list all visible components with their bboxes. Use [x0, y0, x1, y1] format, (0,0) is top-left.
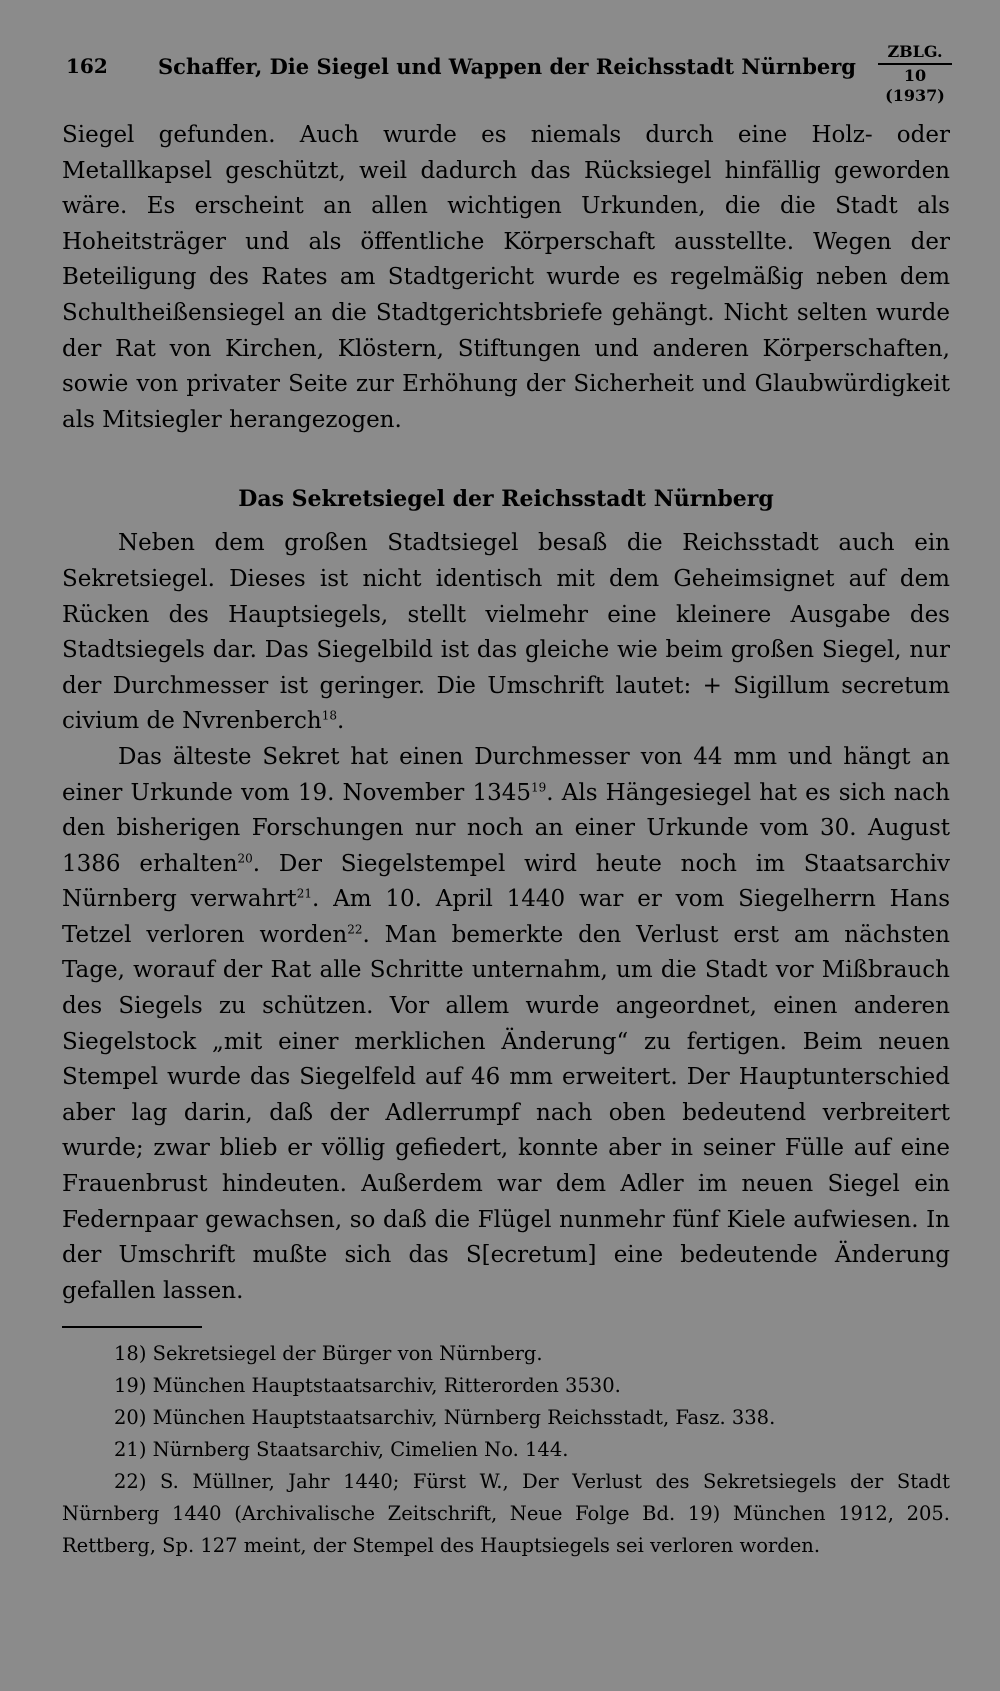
journal-abbreviation: ZBLG. — [878, 42, 952, 65]
paragraph-text: . Man bemerkte den Verlust erst am nächsten Tage, worauf der Rat alle Schritte unternahm, um die Stadt vor Mißbrauch des Siegels zu schützen. Vor allem wurde angeordnet, einen anderen Siegelstock „mit einer merklichen Änderung“ zu fertigen. Beim neuen Stempel wurde das Siegelfeld auf 46 mm erweitert. Der Hauptunterschied aber lag darin, daß der Adlerrumpf nach oben bedeutend verbreitert wurde; zwar blieb er völlig gefiedert, konnte aber in seiner Fülle auf eine Frauenbrust hindeuten. Außerdem war dem Adler im neuen Siegel ein Federnpaar gewachsen, so daß die Flügel nunmehr fünf Kiele aufwiesen. In der Umschrift mußte sich das S[ecretum] eine bedeutende Änderung gefallen lassen. — [62, 921, 950, 1304]
paragraph — [62, 740, 950, 1310]
footnote-ref: 19 — [530, 779, 547, 794]
footnote-number: 20) — [114, 1406, 147, 1429]
footnote-text: München Hauptstaatsarchiv, Nürnberg Reichsstadt, Fasz. 338. — [152, 1406, 776, 1429]
footnote-number: 19) — [114, 1374, 147, 1397]
footnote-number: 18) — [114, 1342, 147, 1365]
footnote-separator — [62, 1326, 202, 1328]
footnote — [62, 1370, 950, 1402]
page-header — [62, 42, 952, 105]
footnote-text: S. Müllner, Jahr 1440; Fürst W., Der Verlust des Sekretsiegels der Stadt Nürnberg 1440 (Archivalische Zeitschrift, Neue Folge Bd. 19) München 1912, 205. Rettberg, Sp. 127 meint, der Stempel des Hauptsiegels sei verloren worden. — [62, 1470, 950, 1557]
footnote-number: 21) — [114, 1438, 147, 1461]
main-text — [62, 118, 950, 1309]
footnote-ref: 20 — [237, 851, 253, 866]
section-heading: Das Sekretsiegel der Reichsstadt Nürnberg — [238, 486, 774, 513]
running-title: Schaffer, Die Siegel und Wappen der Reichsstadt Nürnberg — [158, 54, 856, 79]
footnote-number: 22) — [114, 1470, 147, 1493]
footnote-text: Sekretsiegel der Bürger von Nürnberg. — [152, 1342, 543, 1365]
paragraph-text: Neben dem großen Stadtsiegel besaß die Reichsstadt auch ein Sekretsiegel. Dieses ist nicht identisch mit dem Geheimsignet auf dem Rücken des Hauptsiegels, stellt vielmehr eine kleinere Ausgabe des Stadtsiegels dar. Das Siegelbild ist das gleiche wie beim großen Siegel, nur der Durchmesser ist geringer. Die Umschrift lautet: + Sigillum secretum civium de Nvrenberch — [62, 530, 950, 735]
footnote-ref: 18 — [321, 708, 338, 723]
paragraph-text: . Am 10. April 1440 war er vom Siegelherrn Hans Tetzel verloren worden — [62, 886, 950, 948]
page-number: 162 — [66, 54, 108, 78]
footnote — [62, 1434, 950, 1466]
footnote-ref: 21 — [296, 886, 312, 901]
footnote-text: München Hauptstaatsarchiv, Ritterorden 3530. — [152, 1374, 621, 1397]
footnote — [62, 1466, 950, 1562]
paragraph — [62, 526, 950, 740]
footnote — [62, 1402, 950, 1434]
footnote — [62, 1338, 950, 1370]
paragraph: Siegel gefunden. Auch wurde es niemals durch eine Holz- oder Metallkapsel geschützt, weil dadurch das Rücksiegel hinfällig geworden wäre. Es erscheint an allen wichtigen Urkunden, die die Stadt als Hoheitsträger und als öffentliche Körperschaft ausstellte. Wegen der Beteiligung des Rates am Stadtgericht wurde es regelmäßig neben dem Schultheißensiegel an die Stadtgerichtsbriefe gehängt. Nicht selten wurde der Rat von Kirchen, Klöstern, Stiftungen und anderen Körperschaften, sowie von privater Seite zur Erhöhung der Sicherheit und Glaubwürdigkeit als Mitsiegler herangezogen. — [62, 122, 950, 433]
journal-reference — [878, 42, 952, 106]
footnotes — [62, 1338, 950, 1562]
journal-volume: 10 (1937) — [885, 66, 945, 105]
footnote-ref: 22 — [347, 922, 363, 937]
paragraph-text: Das älteste Sekret hat einen Durchmesser von 44 mm und hängt an einer Urkunde vom 19. November 1345 — [62, 743, 950, 806]
footnote-text: Nürnberg Staatsarchiv, Cimelien No. 144. — [152, 1438, 569, 1461]
paragraph-text: . — [337, 708, 345, 735]
paragraph-text: . Der Siegelstempel wird heute noch im Staatsarchiv Nürnberg verwahrt — [62, 850, 951, 913]
paragraph-text: . Als Hängesiegel hat es sich nach den bisherigen Forschungen nur noch an einer Urkunde vom 30. August 1386 erhalten — [62, 779, 950, 877]
